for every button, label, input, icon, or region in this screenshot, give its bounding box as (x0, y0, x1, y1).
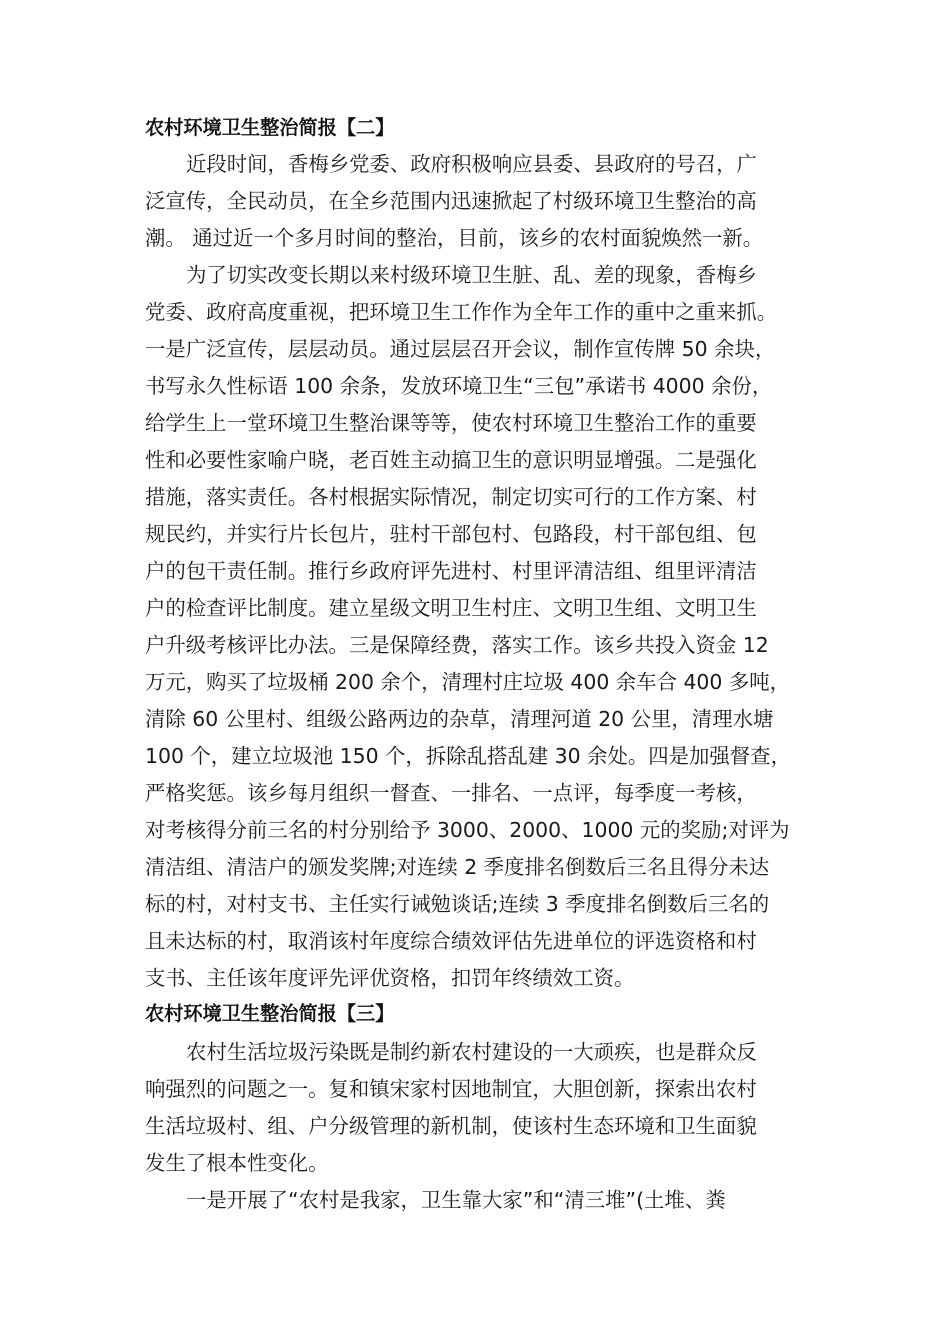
section-heading-3: 农村环境卫生整治简报【三】 (145, 1002, 395, 1025)
paragraph-line: 且未达标的村，取消该村年度综合绩效评估先进单位的评选资格和村 (145, 929, 757, 953)
paragraph-line: 100 个，建立垃圾池 150 个，拆除乱搭乱建 30 余处。四是加强督查， (145, 744, 791, 768)
paragraph-line: 标的村，对村支书、主任实行诫勉谈话;连续 3 季度排名倒数后三名的 (145, 892, 770, 916)
paragraph-line: 户的包干责任制。推行乡政府评先进村、村里评清洁组、组里评清洁 (145, 559, 757, 583)
paragraph-line: 生活垃圾村、组、户分级管理的新机制，使该村生态环境和卫生面貌 (145, 1114, 757, 1138)
paragraph-line: 措施，落实责任。各村根据实际情况，制定切实可行的工作方案、村 (145, 485, 757, 509)
paragraph-line: 农村生活垃圾污染既是制约新农村建设的一大顽疾，也是群众反 (186, 1040, 757, 1064)
paragraph-line: 性和必要性家喻户晓，老百姓主动搞卫生的意识明显增强。二是强化 (145, 448, 757, 472)
paragraph-line: 对考核得分前三名的村分别给予 3000、2000、1000 元的奖励;对评为 (145, 818, 790, 842)
paragraph-line: 泛宣传，全民动员，在全乡范围内迅速掀起了村级环境卫生整治的高 (145, 189, 757, 213)
paragraph-line: 书写永久性标语 100 余条，发放环境卫生“三包”承诺书 4000 余份， (145, 374, 773, 398)
paragraph-line: 支书、主任该年度评先评优资格，扣罚年终绩效工资。 (145, 966, 635, 990)
paragraph-line: 清洁组、清洁户的颁发奖牌;对连续 2 季度排名倒数后三名且得分未达 (145, 855, 770, 879)
paragraph-line: 万元，购买了垃圾桶 200 余个，清理村庄垃圾 400 余车合 400 多吨， (145, 670, 791, 694)
paragraph-line: 一是开展了“农村是我家，卫生靠大家”和“清三堆”(土堆、粪 (186, 1188, 726, 1212)
paragraph-line: 响强烈的问题之一。复和镇宋家村因地制宜，大胆创新，探索出农村 (145, 1077, 757, 1101)
paragraph-line: 户升级考核评比办法。三是保障经费，落实工作。该乡共投入资金 12 (145, 633, 769, 657)
paragraph-line: 一是广泛宣传，层层动员。通过层层召开会议，制作宣传牌 50 余块， (145, 337, 776, 361)
paragraph-line: 近段时间，香梅乡党委、政府积极响应县委、县政府的号召，广 (186, 152, 757, 176)
paragraph-line: 给学生上一堂环境卫生整治课等等，使农村环境卫生整治工作的重要 (145, 411, 757, 435)
paragraph-line: 发生了根本性变化。 (145, 1151, 329, 1175)
paragraph-line: 规民约，并实行片长包片，驻村干部包村、包路段，村干部包组、包 (145, 522, 757, 546)
section-heading-2: 农村环境卫生整治简报【二】 (145, 116, 395, 139)
paragraph-line: 户的检查评比制度。建立星级文明卫生村庄、文明卫生组、文明卫生 (145, 596, 757, 620)
paragraph-line: 党委、政府高度重视，把环境卫生工作作为全年工作的重中之重来抓。 (145, 300, 778, 324)
paragraph-line: 清除 60 公里村、组级公路两边的杂草，清理河道 20 公里，清理水塘 (145, 707, 774, 731)
paragraph-line: 为了切实改变长期以来村级环境卫生脏、乱、差的现象，香梅乡 (186, 263, 757, 287)
paragraph-line: 严格奖惩。该乡每月组织一督查、一排名、一点评，每季度一考核， (145, 781, 757, 805)
paragraph-line: 潮。 通过近一个多月时间的整治，目前，该乡的农村面貌焕然一新。 (145, 226, 764, 250)
